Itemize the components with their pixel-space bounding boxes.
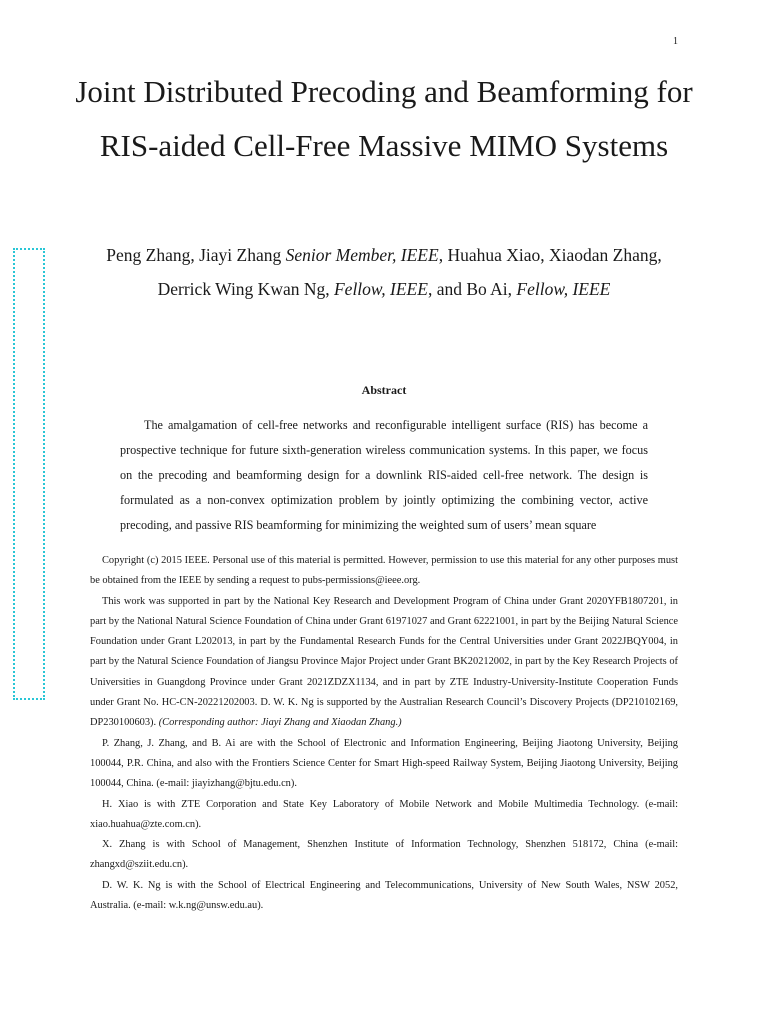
affiliation-note: P. Zhang, J. Zhang, and B. Ai are with the School of Electronic and Information Engineering, Beijing Jiaotong University, Beijing 100044, P.R. China, and also with the Frontiers Science Center for Smart High-speed Railway System, Beijing Jiaotong University, Beijing 100044, China. (e-mail: jiayizhang@bjtu.edu.cn).	[90, 737, 678, 790]
arxiv-side-stamp	[13, 248, 45, 700]
funding-text: This work was supported in part by the National Key Research and Development Program of China under Grant 2020YFB1807201, in part by the National Natural Science Foundation of China under Grant 61971027 and Grant 62221001, in part by the Beijing Natural Science Foundation under Grant L202013, in part by the Fundamental Research Funds for the Central Universities under Grant 2022JBQY004, in part by the Natural Science Foundation of Jiangsu Province Major Project under Grant BK20212002, in part by the Key Research Projects of Universities in Guangdong Province under Grant 2021ZDZX1134, and in part by ZTE Industry-University-Institute Cooperation Funds under Grant No. HC-CN-20221202003. D. W. K. Ng is supported by the Australian Research Council’s Discovery Projects (DP210102169, DP230100603).	[90, 595, 678, 729]
page-number: 1	[673, 36, 678, 47]
author-line-1	[60, 238, 708, 272]
footnotes	[90, 551, 678, 916]
abstract-heading: Abstract	[361, 383, 407, 397]
author-text: Derrick Wing Kwan Ng,	[157, 279, 334, 299]
author-text: Peng Zhang, Jiayi Zhang	[106, 245, 286, 265]
author-text: , and Bo Ai,	[427, 279, 517, 299]
affiliation-note: D. W. K. Ng is with the School of Electrical Engineering and Telecommunications, University of New South Wales, NSW 2052, Australia. (e-mail: w.k.ng@unsw.edu.au).	[90, 879, 678, 912]
author-line-2	[60, 272, 708, 306]
paper-title: Joint Distributed Precoding and Beamforming for RIS-aided Cell-Free Massive MIMO Systems	[75, 74, 693, 163]
author-role: Fellow, IEEE	[333, 279, 428, 299]
copyright-notice: Copyright (c) 2015 IEEE. Personal use of this material is permitted. However, permission to use this material for any other purposes must be obtained from the IEEE by sending a request to pubs-permissions@ieee.org.	[90, 555, 678, 587]
affiliation-note: X. Zhang is with School of Management, Shenzhen Institute of Information Technology, Shenzhen 518172, China (e-mail: zhangxd@sziit.edu.cn).	[90, 839, 678, 871]
abstract-text: The amalgamation of cell-free networks and reconfigurable intelligent surface (RIS) has become a prospective technique for future sixth-generation wireless communication systems. In this paper, we focus on the precoding and beamforming design for a downlink RIS-aided cell-free network. The design is formulated as a non-convex optimization problem by jointly optimizing the combining vector, active precoding, and passive RIS beamforming for minimizing the weighted sum of users’ mean square	[120, 418, 648, 532]
funding-note	[90, 592, 678, 734]
author-text: , Huahua Xiao, Xiaodan Zhang,	[438, 245, 662, 265]
author-role: Senior Member, IEEE	[285, 245, 439, 265]
affiliation-note: H. Xiao is with ZTE Corporation and State Key Laboratory of Mobile Network and Mobile Multimedia Technology. (e-mail: xiao.huahua@zte.com.cn).	[90, 798, 678, 830]
author-list	[60, 238, 708, 306]
author-role: Fellow, IEEE	[516, 279, 611, 299]
corresponding-author-note: (Corresponding author: Jiayi Zhang and Xiaodan Zhang.)	[158, 717, 402, 729]
